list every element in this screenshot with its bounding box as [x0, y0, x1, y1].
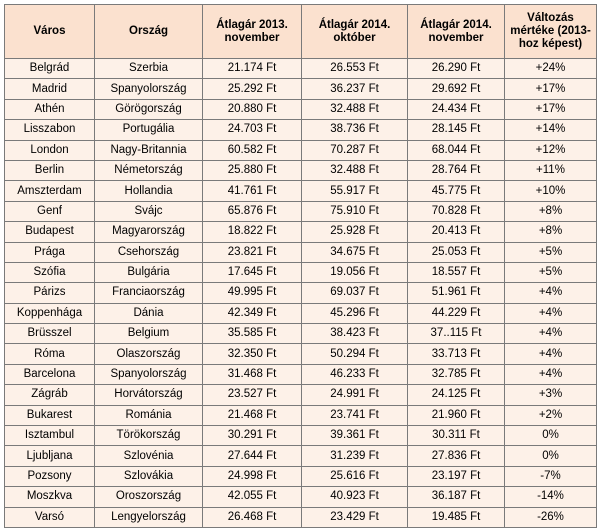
cell-change: +2%: [505, 405, 597, 425]
cell-city: Moszkva: [5, 487, 95, 507]
cell-change: +11%: [505, 160, 597, 180]
cell-avg-2014-november: 45.775 Ft: [408, 181, 505, 201]
cell-avg-2014-october: 70.287 Ft: [302, 140, 408, 160]
cell-avg-2014-november: 26.290 Ft: [408, 59, 505, 79]
cell-avg-2014-november: 20.413 Ft: [408, 222, 505, 242]
cell-avg-2014-october: 32.488 Ft: [302, 160, 408, 180]
cell-avg-2013-november: 20.880 Ft: [203, 99, 302, 119]
cell-country: Portugália: [95, 120, 203, 140]
cell-city: Madrid: [5, 79, 95, 99]
table-row: [5, 222, 597, 242]
cell-avg-2014-november: 51.961 Ft: [408, 283, 505, 303]
cell-change: +4%: [505, 344, 597, 364]
cell-avg-2014-november: 36.187 Ft: [408, 487, 505, 507]
cell-avg-2014-november: 18.557 Ft: [408, 262, 505, 282]
cell-country: Szlovénia: [95, 446, 203, 466]
table-row: [5, 283, 597, 303]
cell-change: +8%: [505, 222, 597, 242]
cell-avg-2014-november: 24.434 Ft: [408, 99, 505, 119]
cell-avg-2014-october: 34.675 Ft: [302, 242, 408, 262]
cell-country: Spanyolország: [95, 364, 203, 384]
cell-country: Nagy-Britannia: [95, 140, 203, 160]
cell-avg-2014-october: 46.233 Ft: [302, 364, 408, 384]
table-row: [5, 364, 597, 384]
cell-avg-2014-november: 28.764 Ft: [408, 160, 505, 180]
table-row: [5, 160, 597, 180]
cell-change: +17%: [505, 99, 597, 119]
header-country: Ország: [95, 5, 203, 59]
cell-city: Szófia: [5, 262, 95, 282]
cell-city: Bukarest: [5, 405, 95, 425]
table-row: [5, 466, 597, 486]
header-avg-2014-november: Átlagár 2014. november: [408, 5, 505, 59]
cell-country: Szerbia: [95, 59, 203, 79]
table-row: [5, 242, 597, 262]
cell-avg-2014-october: 40.923 Ft: [302, 487, 408, 507]
cell-avg-2013-november: 42.349 Ft: [203, 303, 302, 323]
cell-country: Németország: [95, 160, 203, 180]
cell-avg-2014-november: 44.229 Ft: [408, 303, 505, 323]
table-row: [5, 426, 597, 446]
cell-avg-2014-october: 26.553 Ft: [302, 59, 408, 79]
cell-avg-2013-november: 42.055 Ft: [203, 487, 302, 507]
cell-country: Bulgária: [95, 262, 203, 282]
cell-avg-2013-november: 25.292 Ft: [203, 79, 302, 99]
cell-change: -14%: [505, 487, 597, 507]
cell-city: London: [5, 140, 95, 160]
cell-avg-2014-october: 36.237 Ft: [302, 79, 408, 99]
cell-change: +5%: [505, 242, 597, 262]
table-row: [5, 385, 597, 405]
cell-avg-2014-october: 31.239 Ft: [302, 446, 408, 466]
cell-avg-2014-october: 39.361 Ft: [302, 426, 408, 446]
table-row: [5, 79, 597, 99]
cell-avg-2014-november: 29.692 Ft: [408, 79, 505, 99]
cell-change: +3%: [505, 385, 597, 405]
cell-change: +4%: [505, 324, 597, 344]
cell-avg-2014-november: 27.836 Ft: [408, 446, 505, 466]
cell-change: +4%: [505, 283, 597, 303]
cell-country: Csehország: [95, 242, 203, 262]
cell-avg-2014-november: 68.044 Ft: [408, 140, 505, 160]
cell-avg-2013-november: 24.998 Ft: [203, 466, 302, 486]
cell-avg-2014-october: 23.741 Ft: [302, 405, 408, 425]
cell-avg-2014-november: 19.485 Ft: [408, 507, 505, 527]
cell-country: Horvátország: [95, 385, 203, 405]
cell-avg-2013-november: 25.880 Ft: [203, 160, 302, 180]
cell-avg-2014-november: 21.960 Ft: [408, 405, 505, 425]
cell-country: Spanyolország: [95, 79, 203, 99]
table-row: [5, 262, 597, 282]
cell-country: Románia: [95, 405, 203, 425]
table-row: [5, 181, 597, 201]
table-row: [5, 140, 597, 160]
cell-avg-2013-november: 27.644 Ft: [203, 446, 302, 466]
cell-change: +14%: [505, 120, 597, 140]
cell-avg-2013-november: 17.645 Ft: [203, 262, 302, 282]
cell-avg-2014-october: 45.296 Ft: [302, 303, 408, 323]
cell-avg-2013-november: 21.174 Ft: [203, 59, 302, 79]
header-avg-2014-october: Átlagár 2014. október: [302, 5, 408, 59]
table-row: [5, 487, 597, 507]
cell-change: 0%: [505, 426, 597, 446]
table-body: [5, 59, 597, 528]
cell-city: Ljubljana: [5, 446, 95, 466]
cell-city: Párizs: [5, 283, 95, 303]
table-row: [5, 405, 597, 425]
cell-avg-2014-november: 28.145 Ft: [408, 120, 505, 140]
cell-avg-2014-october: 19.056 Ft: [302, 262, 408, 282]
cell-avg-2014-november: 70.828 Ft: [408, 201, 505, 221]
cell-country: Szlovákia: [95, 466, 203, 486]
cell-city: Koppenhága: [5, 303, 95, 323]
price-comparison-table: [4, 4, 597, 528]
cell-avg-2013-november: 32.350 Ft: [203, 344, 302, 364]
cell-avg-2013-november: 26.468 Ft: [203, 507, 302, 527]
cell-change: +24%: [505, 59, 597, 79]
cell-country: Belgium: [95, 324, 203, 344]
cell-country: Törökország: [95, 426, 203, 446]
cell-city: Zágráb: [5, 385, 95, 405]
cell-city: Genf: [5, 201, 95, 221]
cell-country: Oroszország: [95, 487, 203, 507]
cell-avg-2014-october: 38.423 Ft: [302, 324, 408, 344]
cell-change: -26%: [505, 507, 597, 527]
cell-avg-2014-october: 32.488 Ft: [302, 99, 408, 119]
cell-change: +8%: [505, 201, 597, 221]
cell-avg-2013-november: 31.468 Ft: [203, 364, 302, 384]
cell-avg-2013-november: 65.876 Ft: [203, 201, 302, 221]
cell-city: Athén: [5, 99, 95, 119]
table-row: [5, 344, 597, 364]
table-row: [5, 59, 597, 79]
cell-avg-2014-november: 32.785 Ft: [408, 364, 505, 384]
cell-city: Lisszabon: [5, 120, 95, 140]
cell-city: Barcelona: [5, 364, 95, 384]
cell-avg-2014-october: 69.037 Ft: [302, 283, 408, 303]
cell-avg-2014-november: 37..115 Ft: [408, 324, 505, 344]
cell-avg-2013-november: 30.291 Ft: [203, 426, 302, 446]
cell-city: Belgrád: [5, 59, 95, 79]
cell-change: 0%: [505, 446, 597, 466]
cell-avg-2014-november: 25.053 Ft: [408, 242, 505, 262]
header-city: Város: [5, 5, 95, 59]
cell-country: Hollandia: [95, 181, 203, 201]
cell-avg-2013-november: 35.585 Ft: [203, 324, 302, 344]
cell-city: Prága: [5, 242, 95, 262]
cell-city: Róma: [5, 344, 95, 364]
cell-change: +5%: [505, 262, 597, 282]
table-row: [5, 446, 597, 466]
cell-avg-2014-october: 38.736 Ft: [302, 120, 408, 140]
cell-change: +4%: [505, 364, 597, 384]
cell-avg-2014-october: 75.910 Ft: [302, 201, 408, 221]
cell-country: Svájc: [95, 201, 203, 221]
cell-avg-2013-november: 23.527 Ft: [203, 385, 302, 405]
table-row: [5, 99, 597, 119]
cell-country: Magyarország: [95, 222, 203, 242]
table-row: [5, 303, 597, 323]
cell-avg-2013-november: 21.468 Ft: [203, 405, 302, 425]
cell-avg-2013-november: 23.821 Ft: [203, 242, 302, 262]
cell-avg-2013-november: 49.995 Ft: [203, 283, 302, 303]
cell-city: Brüsszel: [5, 324, 95, 344]
cell-avg-2014-october: 24.991 Ft: [302, 385, 408, 405]
table-row: [5, 201, 597, 221]
cell-avg-2013-november: 24.703 Ft: [203, 120, 302, 140]
cell-city: Budapest: [5, 222, 95, 242]
cell-city: Amszterdam: [5, 181, 95, 201]
cell-city: Varsó: [5, 507, 95, 527]
cell-city: Berlin: [5, 160, 95, 180]
cell-avg-2014-october: 55.917 Ft: [302, 181, 408, 201]
cell-change: +17%: [505, 79, 597, 99]
cell-change: +4%: [505, 303, 597, 323]
cell-country: Olaszország: [95, 344, 203, 364]
cell-avg-2014-october: 23.429 Ft: [302, 507, 408, 527]
header-avg-2013-november: Átlagár 2013. november: [203, 5, 302, 59]
cell-avg-2014-november: 23.197 Ft: [408, 466, 505, 486]
cell-country: Lengyelország: [95, 507, 203, 527]
cell-avg-2014-october: 25.928 Ft: [302, 222, 408, 242]
cell-avg-2014-november: 33.713 Ft: [408, 344, 505, 364]
table-row: [5, 507, 597, 527]
cell-avg-2013-november: 18.822 Ft: [203, 222, 302, 242]
table-row: [5, 324, 597, 344]
cell-avg-2013-november: 41.761 Ft: [203, 181, 302, 201]
header-change: Változás mértéke (2013-hoz képest): [505, 5, 597, 59]
table-header-row: [5, 5, 597, 59]
cell-country: Dánia: [95, 303, 203, 323]
cell-country: Görögország: [95, 99, 203, 119]
cell-city: Pozsony: [5, 466, 95, 486]
cell-city: Isztambul: [5, 426, 95, 446]
cell-avg-2013-november: 60.582 Ft: [203, 140, 302, 160]
cell-change: +12%: [505, 140, 597, 160]
cell-avg-2014-november: 24.125 Ft: [408, 385, 505, 405]
cell-avg-2014-october: 25.616 Ft: [302, 466, 408, 486]
cell-country: Franciaország: [95, 283, 203, 303]
table-row: [5, 120, 597, 140]
cell-avg-2014-october: 50.294 Ft: [302, 344, 408, 364]
cell-change: -7%: [505, 466, 597, 486]
cell-change: +10%: [505, 181, 597, 201]
cell-avg-2014-november: 30.311 Ft: [408, 426, 505, 446]
